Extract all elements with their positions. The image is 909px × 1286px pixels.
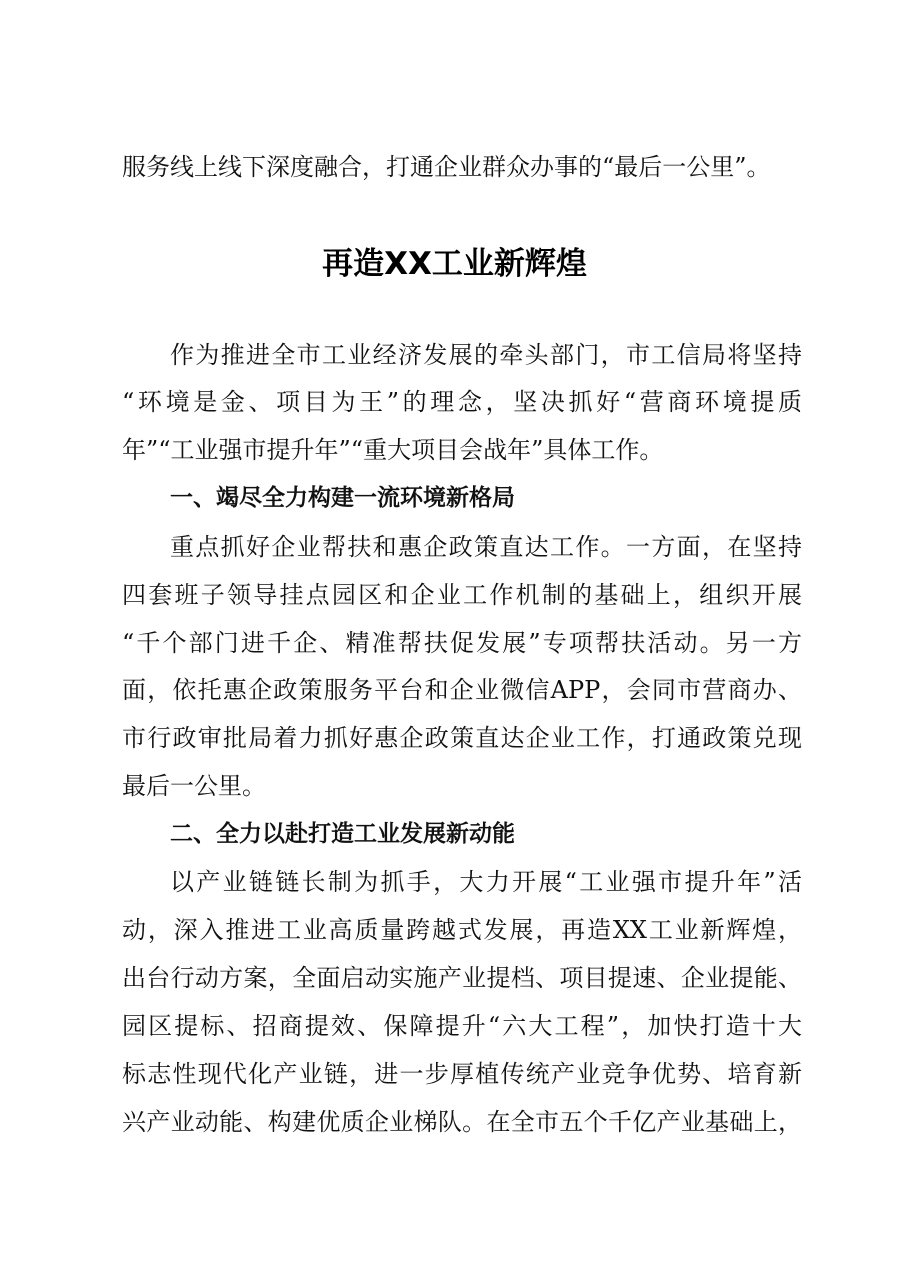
section-2-line-5: 标志性现代化产业链，进一步厚植传统产业竞争优势、培育新 [122, 1060, 802, 1088]
section-1-line-5: 市行政审批局着力抓好惠企政策直达企业工作，打通政策兑现 [122, 724, 802, 752]
section-1-line-6: 最后一公里。 [122, 772, 266, 800]
section-1-line-3: “千个部门进千企、精准帮扶促发展”专项帮扶活动。另一方 [122, 629, 802, 657]
section-2-line-3: 出台行动方案，全面启动实施产业提档、项目提速、企业提能、 [122, 964, 802, 992]
section-1-line-2: 四套班子领导挂点园区和企业工作机制的基础上，组织开展 [122, 581, 802, 609]
section-1-line-1: 重点抓好企业帮扶和惠企政策直达工作。一方面，在坚持 [170, 533, 802, 561]
section-1-heading: 一、竭尽全力构建一流环境新格局 [170, 485, 515, 511]
section-2-line-2: 动，深入推进工业高质量跨越式发展，再造XX工业新辉煌， [122, 916, 802, 944]
section-2-line-1: 以产业链链长制为抓手，大力开展“工业强市提升年”活 [170, 868, 802, 896]
section-1-line-4: 面，依托惠企政策服务平台和企业微信APP，会同市营商办、 [122, 676, 802, 704]
intro-line-1: 作为推进全市工业经济发展的牵头部门，市工信局将坚持 [170, 341, 802, 369]
intro-line-2: “环境是金、项目为王”的理念，坚决抓好“营商环境提质 [122, 388, 802, 416]
section-2-line-6: 兴产业动能、构建优质企业梯队。在全市五个千亿产业基础上， [122, 1108, 802, 1136]
intro-line-3: 年”“工业强市提升年”“重大项目会战年”具体工作。 [122, 436, 664, 464]
section-2-line-4: 园区提标、招商提效、保障提升“六大工程”，加快打造十大 [122, 1012, 802, 1040]
article-title: 再造XX工业新辉煌 [322, 246, 587, 282]
carryover-paragraph-line: 服务线上线下深度融合，打通企业群众办事的“最后一公里”。 [122, 153, 771, 181]
section-2-heading: 二、全力以赴打造工业发展新动能 [170, 821, 515, 847]
